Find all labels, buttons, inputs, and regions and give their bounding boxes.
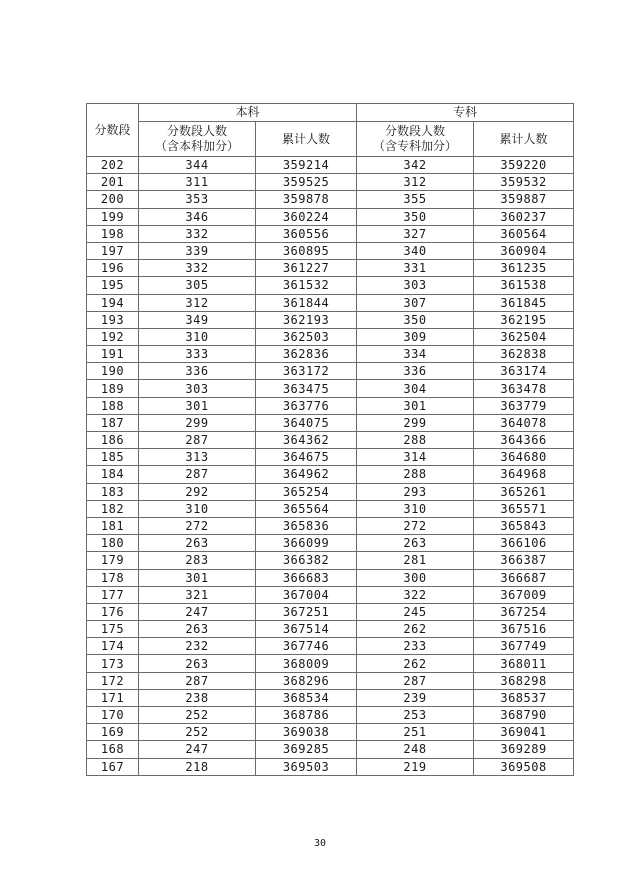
cell-benke-cumulative: 369503 <box>256 758 357 775</box>
table-row <box>87 621 574 638</box>
table-row <box>87 758 574 775</box>
cell-zhuanke-cumulative: 361845 <box>474 294 574 311</box>
cell-benke-cumulative: 361532 <box>256 277 357 294</box>
table-row <box>87 346 574 363</box>
cell-zhuanke-count: 253 <box>357 707 474 724</box>
cell-benke-count: 311 <box>139 174 256 191</box>
table-row <box>87 449 574 466</box>
cell-benke-count: 332 <box>139 225 256 242</box>
cell-zhuanke-cumulative: 359887 <box>474 191 574 208</box>
cell-zhuanke-cumulative: 360237 <box>474 208 574 225</box>
cell-zhuanke-cumulative: 364968 <box>474 466 574 483</box>
cell-score-band: 190 <box>87 363 139 380</box>
cell-benke-cumulative: 367004 <box>256 586 357 603</box>
cell-zhuanke-cumulative: 368298 <box>474 672 574 689</box>
cell-score-band: 174 <box>87 638 139 655</box>
cell-zhuanke-cumulative: 364078 <box>474 414 574 431</box>
table-row <box>87 586 574 603</box>
cell-benke-cumulative: 360895 <box>256 242 357 259</box>
cell-score-band: 201 <box>87 174 139 191</box>
cell-zhuanke-cumulative: 361538 <box>474 277 574 294</box>
cell-zhuanke-count: 309 <box>357 328 474 345</box>
cell-zhuanke-cumulative: 366106 <box>474 535 574 552</box>
table-row <box>87 500 574 517</box>
cell-zhuanke-count: 239 <box>357 689 474 706</box>
cell-score-band: 195 <box>87 277 139 294</box>
header-benke: 本科 <box>139 104 357 122</box>
cell-benke-cumulative: 359214 <box>256 157 357 174</box>
table-row <box>87 517 574 534</box>
cell-zhuanke-count: 219 <box>357 758 474 775</box>
cell-zhuanke-count: 287 <box>357 672 474 689</box>
cell-zhuanke-cumulative: 363779 <box>474 397 574 414</box>
cell-score-band: 173 <box>87 655 139 672</box>
table-row <box>87 741 574 758</box>
table-row <box>87 552 574 569</box>
cell-zhuanke-cumulative: 367254 <box>474 603 574 620</box>
cell-benke-count: 303 <box>139 380 256 397</box>
cell-benke-count: 252 <box>139 707 256 724</box>
cell-benke-cumulative: 365564 <box>256 500 357 517</box>
header-benke-count-line1: 分数段人数 <box>166 124 227 138</box>
cell-zhuanke-count: 350 <box>357 208 474 225</box>
cell-zhuanke-count: 312 <box>357 174 474 191</box>
table-row <box>87 569 574 586</box>
cell-zhuanke-count: 245 <box>357 603 474 620</box>
cell-benke-cumulative: 367251 <box>256 603 357 620</box>
cell-zhuanke-count: 288 <box>357 466 474 483</box>
cell-benke-count: 247 <box>139 603 256 620</box>
cell-zhuanke-cumulative: 364680 <box>474 449 574 466</box>
cell-benke-cumulative: 364362 <box>256 432 357 449</box>
cell-score-band: 183 <box>87 483 139 500</box>
cell-benke-count: 287 <box>139 432 256 449</box>
cell-score-band: 191 <box>87 346 139 363</box>
table-row <box>87 724 574 741</box>
cell-zhuanke-count: 263 <box>357 535 474 552</box>
cell-benke-count: 272 <box>139 517 256 534</box>
cell-benke-cumulative: 367514 <box>256 621 357 638</box>
cell-zhuanke-cumulative: 359220 <box>474 157 574 174</box>
cell-score-band: 196 <box>87 260 139 277</box>
cell-benke-cumulative: 364962 <box>256 466 357 483</box>
cell-benke-cumulative: 362836 <box>256 346 357 363</box>
table-row <box>87 294 574 311</box>
table-row <box>87 414 574 431</box>
cell-zhuanke-count: 272 <box>357 517 474 534</box>
cell-score-band: 175 <box>87 621 139 638</box>
cell-benke-count: 283 <box>139 552 256 569</box>
table-row <box>87 689 574 706</box>
cell-benke-cumulative: 359878 <box>256 191 357 208</box>
cell-benke-cumulative: 363475 <box>256 380 357 397</box>
table-row <box>87 225 574 242</box>
header-benke-count <box>139 122 256 157</box>
header-zhuanke-count-line1: 分数段人数 <box>385 124 446 138</box>
cell-benke-count: 301 <box>139 397 256 414</box>
cell-zhuanke-cumulative: 365571 <box>474 500 574 517</box>
cell-benke-cumulative: 364075 <box>256 414 357 431</box>
cell-benke-cumulative: 363172 <box>256 363 357 380</box>
cell-zhuanke-count: 334 <box>357 346 474 363</box>
cell-benke-cumulative: 369038 <box>256 724 357 741</box>
table-row <box>87 311 574 328</box>
cell-zhuanke-count: 336 <box>357 363 474 380</box>
cell-score-band: 198 <box>87 225 139 242</box>
cell-score-band: 182 <box>87 500 139 517</box>
cell-zhuanke-count: 342 <box>357 157 474 174</box>
cell-benke-count: 310 <box>139 500 256 517</box>
cell-zhuanke-count: 293 <box>357 483 474 500</box>
cell-score-band: 187 <box>87 414 139 431</box>
cell-benke-count: 333 <box>139 346 256 363</box>
cell-zhuanke-cumulative: 367009 <box>474 586 574 603</box>
cell-benke-count: 301 <box>139 569 256 586</box>
table-row <box>87 397 574 414</box>
score-distribution-table <box>86 103 574 776</box>
table-row <box>87 432 574 449</box>
cell-score-band: 170 <box>87 707 139 724</box>
cell-benke-cumulative: 368296 <box>256 672 357 689</box>
cell-zhuanke-cumulative: 362838 <box>474 346 574 363</box>
table-row <box>87 208 574 225</box>
cell-score-band: 189 <box>87 380 139 397</box>
cell-benke-cumulative: 367746 <box>256 638 357 655</box>
cell-zhuanke-cumulative: 360564 <box>474 225 574 242</box>
cell-benke-cumulative: 362193 <box>256 311 357 328</box>
cell-zhuanke-count: 350 <box>357 311 474 328</box>
cell-score-band: 180 <box>87 535 139 552</box>
table-row <box>87 277 574 294</box>
header-zhuanke-count <box>357 122 474 157</box>
cell-score-band: 200 <box>87 191 139 208</box>
cell-zhuanke-count: 310 <box>357 500 474 517</box>
cell-zhuanke-count: 355 <box>357 191 474 208</box>
cell-benke-count: 346 <box>139 208 256 225</box>
cell-zhuanke-count: 307 <box>357 294 474 311</box>
table-row <box>87 157 574 174</box>
cell-score-band: 171 <box>87 689 139 706</box>
cell-benke-cumulative: 368786 <box>256 707 357 724</box>
header-zhuanke-count-line2: （含专科加分） <box>373 139 458 153</box>
cell-zhuanke-cumulative: 367749 <box>474 638 574 655</box>
cell-benke-cumulative: 365254 <box>256 483 357 500</box>
cell-score-band: 167 <box>87 758 139 775</box>
table-row <box>87 328 574 345</box>
cell-benke-cumulative: 368534 <box>256 689 357 706</box>
header-zhuanke-cumulative: 累计人数 <box>474 122 574 157</box>
cell-benke-count: 313 <box>139 449 256 466</box>
cell-score-band: 169 <box>87 724 139 741</box>
cell-benke-count: 263 <box>139 621 256 638</box>
cell-benke-cumulative: 360224 <box>256 208 357 225</box>
cell-zhuanke-cumulative: 363478 <box>474 380 574 397</box>
header-benke-count-line2: （含本科加分） <box>154 139 239 153</box>
table-row <box>87 174 574 191</box>
cell-benke-count: 263 <box>139 655 256 672</box>
cell-zhuanke-count: 288 <box>357 432 474 449</box>
cell-zhuanke-cumulative: 368790 <box>474 707 574 724</box>
cell-benke-count: 287 <box>139 672 256 689</box>
cell-benke-count: 312 <box>139 294 256 311</box>
table-body <box>87 157 574 776</box>
cell-zhuanke-cumulative: 369041 <box>474 724 574 741</box>
table-row <box>87 483 574 500</box>
cell-zhuanke-count: 322 <box>357 586 474 603</box>
cell-zhuanke-cumulative: 362504 <box>474 328 574 345</box>
cell-score-band: 186 <box>87 432 139 449</box>
cell-zhuanke-cumulative: 366387 <box>474 552 574 569</box>
cell-benke-count: 339 <box>139 242 256 259</box>
cell-score-band: 194 <box>87 294 139 311</box>
cell-benke-cumulative: 361844 <box>256 294 357 311</box>
cell-zhuanke-count: 248 <box>357 741 474 758</box>
cell-zhuanke-cumulative: 361235 <box>474 260 574 277</box>
table-row <box>87 603 574 620</box>
table-row <box>87 535 574 552</box>
cell-zhuanke-count: 262 <box>357 621 474 638</box>
cell-zhuanke-cumulative: 369508 <box>474 758 574 775</box>
table-row <box>87 242 574 259</box>
cell-zhuanke-cumulative: 365261 <box>474 483 574 500</box>
cell-benke-count: 263 <box>139 535 256 552</box>
cell-benke-cumulative: 362503 <box>256 328 357 345</box>
cell-benke-count: 247 <box>139 741 256 758</box>
cell-benke-cumulative: 364675 <box>256 449 357 466</box>
cell-benke-count: 332 <box>139 260 256 277</box>
cell-score-band: 177 <box>87 586 139 603</box>
table-row <box>87 638 574 655</box>
cell-zhuanke-cumulative: 360904 <box>474 242 574 259</box>
cell-zhuanke-cumulative: 362195 <box>474 311 574 328</box>
cell-benke-count: 252 <box>139 724 256 741</box>
cell-score-band: 172 <box>87 672 139 689</box>
cell-zhuanke-cumulative: 369289 <box>474 741 574 758</box>
cell-benke-cumulative: 360556 <box>256 225 357 242</box>
cell-zhuanke-count: 233 <box>357 638 474 655</box>
cell-zhuanke-count: 314 <box>357 449 474 466</box>
cell-zhuanke-count: 331 <box>357 260 474 277</box>
cell-benke-count: 287 <box>139 466 256 483</box>
cell-benke-cumulative: 361227 <box>256 260 357 277</box>
cell-zhuanke-count: 281 <box>357 552 474 569</box>
cell-benke-cumulative: 366382 <box>256 552 357 569</box>
header-benke-cumulative: 累计人数 <box>256 122 357 157</box>
cell-benke-count: 292 <box>139 483 256 500</box>
cell-score-band: 202 <box>87 157 139 174</box>
cell-benke-count: 349 <box>139 311 256 328</box>
cell-benke-cumulative: 368009 <box>256 655 357 672</box>
cell-benke-cumulative: 369285 <box>256 741 357 758</box>
cell-score-band: 193 <box>87 311 139 328</box>
table-row <box>87 707 574 724</box>
table-row <box>87 380 574 397</box>
cell-benke-count: 344 <box>139 157 256 174</box>
cell-benke-count: 238 <box>139 689 256 706</box>
cell-zhuanke-count: 303 <box>357 277 474 294</box>
header-score-band: 分数段 <box>87 104 139 157</box>
cell-zhuanke-cumulative: 359532 <box>474 174 574 191</box>
page-number: 30 <box>313 838 327 849</box>
cell-zhuanke-count: 262 <box>357 655 474 672</box>
header-zhuanke: 专科 <box>357 104 574 122</box>
cell-benke-cumulative: 366099 <box>256 535 357 552</box>
table-row <box>87 672 574 689</box>
table-row <box>87 191 574 208</box>
cell-score-band: 178 <box>87 569 139 586</box>
cell-zhuanke-count: 340 <box>357 242 474 259</box>
cell-score-band: 199 <box>87 208 139 225</box>
cell-score-band: 176 <box>87 603 139 620</box>
cell-zhuanke-cumulative: 368537 <box>474 689 574 706</box>
cell-zhuanke-cumulative: 366687 <box>474 569 574 586</box>
table-row <box>87 466 574 483</box>
cell-zhuanke-count: 251 <box>357 724 474 741</box>
table-row <box>87 363 574 380</box>
cell-score-band: 179 <box>87 552 139 569</box>
cell-score-band: 181 <box>87 517 139 534</box>
cell-benke-count: 305 <box>139 277 256 294</box>
cell-zhuanke-cumulative: 368011 <box>474 655 574 672</box>
cell-benke-cumulative: 366683 <box>256 569 357 586</box>
table-row <box>87 655 574 672</box>
cell-benke-cumulative: 365836 <box>256 517 357 534</box>
cell-benke-count: 299 <box>139 414 256 431</box>
cell-zhuanke-cumulative: 367516 <box>474 621 574 638</box>
cell-zhuanke-count: 304 <box>357 380 474 397</box>
cell-zhuanke-cumulative: 364366 <box>474 432 574 449</box>
cell-benke-count: 353 <box>139 191 256 208</box>
cell-score-band: 188 <box>87 397 139 414</box>
cell-score-band: 185 <box>87 449 139 466</box>
cell-benke-cumulative: 359525 <box>256 174 357 191</box>
cell-benke-cumulative: 363776 <box>256 397 357 414</box>
cell-score-band: 192 <box>87 328 139 345</box>
cell-zhuanke-cumulative: 363174 <box>474 363 574 380</box>
cell-benke-count: 218 <box>139 758 256 775</box>
cell-benke-count: 232 <box>139 638 256 655</box>
cell-score-band: 168 <box>87 741 139 758</box>
cell-zhuanke-count: 300 <box>357 569 474 586</box>
cell-zhuanke-cumulative: 365843 <box>474 517 574 534</box>
cell-benke-count: 336 <box>139 363 256 380</box>
cell-score-band: 197 <box>87 242 139 259</box>
table-row <box>87 260 574 277</box>
cell-zhuanke-count: 299 <box>357 414 474 431</box>
cell-zhuanke-count: 301 <box>357 397 474 414</box>
cell-zhuanke-count: 327 <box>357 225 474 242</box>
cell-benke-count: 321 <box>139 586 256 603</box>
cell-benke-count: 310 <box>139 328 256 345</box>
cell-score-band: 184 <box>87 466 139 483</box>
